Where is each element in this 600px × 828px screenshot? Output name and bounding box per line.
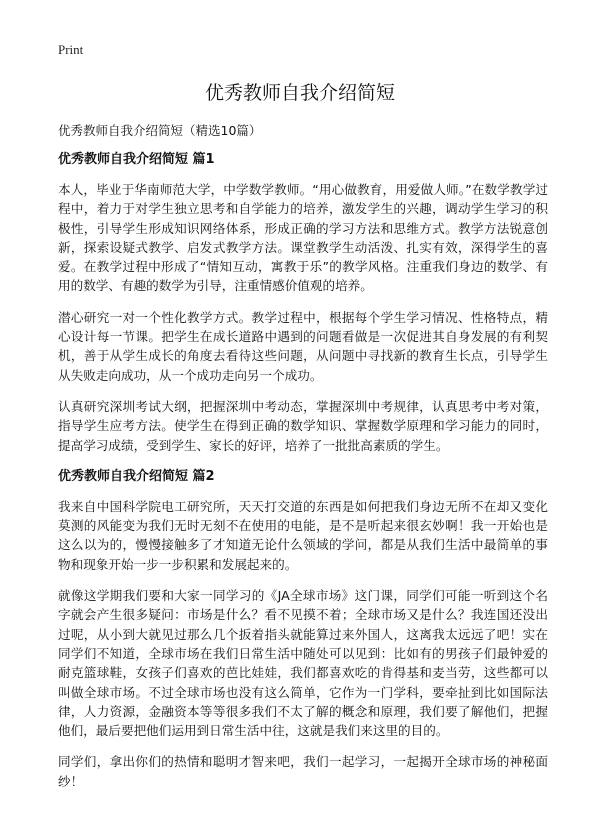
section-heading: 优秀教师自我介绍简短 篇2 [58, 468, 215, 484]
paragraph: 就像这学期我们要和大家一同学习的《JA全球市场》这门课，同学们可能一听到这个名字就会产生很多疑问：市场是什么？看不见摸不着；全球市场又是什么？我连国还没出过呢，从小到大就见过那么几个扳着指头就能算过来外国人，这离我太远远了吧！实在同学们不知道，全球市场在我们日常生活中随处可以见到：比如有的男孩子们最钟爱的耐克篮球鞋，女孩子们喜欢的芭比娃娃，我们都喜欢吃的肯得基和麦当劳，这些都可以叫做全球市场。不过全球市场也没有这么简单，它作为一门学科，要牵扯到比如国际法律，人力资源，金融资本等等很多我们不太了解的概念和原理，我们要了解他们，把握他们，最后要把他们运用到日常生活中往，这就是我们来这里的目的。 [58, 588, 548, 739]
article-body [58, 146, 548, 803]
section-2 [58, 467, 548, 791]
print-link[interactable]: Print [58, 42, 84, 57]
paragraph: 同学们，拿出你们的热情和聪明才智来吧，我们一起学习，一起揭开全球市场的神秘面纱！ [58, 754, 548, 789]
paragraph: 潜心研究一对一个性化教学方式。教学过程中，根据每个学生学习情况、性格特点，精心设计每一节课。把学生在成长道路中遇到的问题看做是一次促进其自身发展的有利契机，善于从学生成长的角度去看待这些问题，从问题中寻找新的教育生长点，引导学生从失败走向成功，从一个成功走向另一个成功。 [58, 309, 548, 383]
page-title: 优秀教师自我介绍简短 [204, 82, 395, 104]
page-subtitle: 优秀教师自我介绍简短（精选10篇） [58, 123, 262, 138]
paragraph: 认真研究深圳考试大纲，把握深圳中考动态，掌握深圳中考规律，认真思考中考对策，指导学生应考方法。使学生在得到正确的数学知识、掌握数学原理和学习能力的同时，提高学习成绩，受到学生、家长的好评，培养了一批批高素质的学生。 [58, 398, 548, 453]
paragraph: 本人，毕业于华南师范大学，中学数学教师。“用心做教育，用爱做人师。”在数学教学过程中，着力于对学生独立思考和自学能力的培养，激发学生的兴趣，调动学生学习的积极性，引导学生形成知识网络体系，形成正确的学习方法和思维方式。教学方法锐意创新，探索设疑式教学、启发式教学方法。课堂教学生动活泼、扎实有效，深得学生的喜爱。在教学过程中形成了“情知互动，寓教于乐”的教学风格。注重我们身边的数学、有用的数学、有趣的数学为引导，注重情感价值观的培养。 [58, 182, 548, 294]
section-heading: 优秀教师自我介绍简短 篇1 [58, 152, 215, 167]
paragraph: 我来自中国科学院电工研究所，天天打交道的东西是如何把我们身边无所不在却又变化莫测的风能变为我们无时无刻不在使用的电能，是不是听起来很玄妙啊！我一开始也是这么以为的，慢慢接触多了才知道无论什么领域的学问，都是从我们生活中最简单的事物和现象开始一步一步积累和发展起来的。 [58, 498, 548, 572]
section-1 [58, 150, 548, 455]
